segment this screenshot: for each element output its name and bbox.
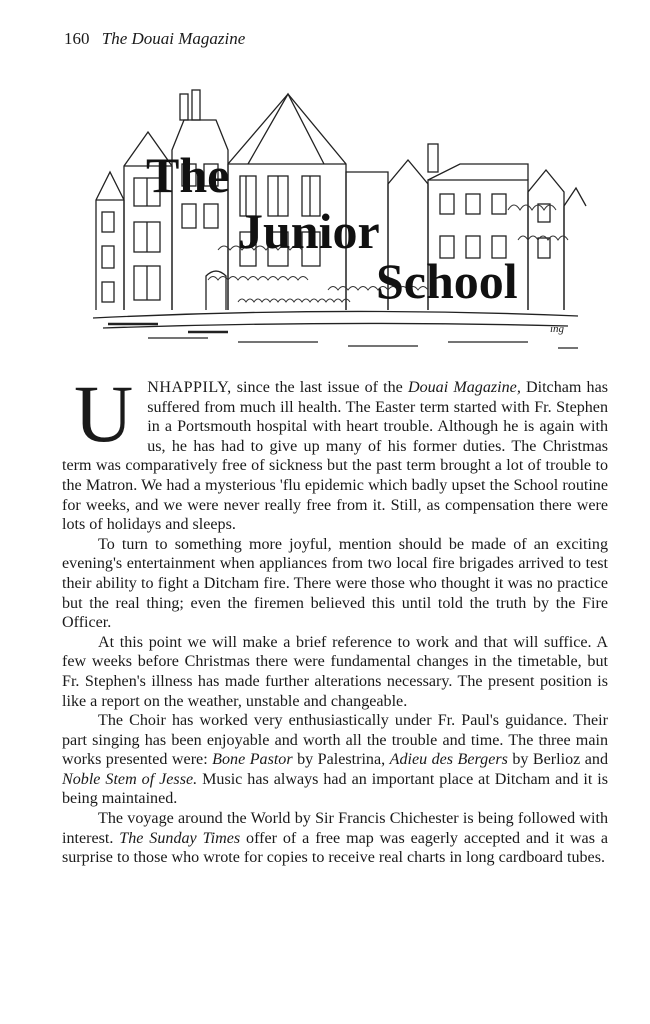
article-body — [62, 368, 609, 868]
page-header — [64, 29, 245, 49]
school-building-sketch-icon — [88, 80, 588, 362]
page-number: 160 — [64, 29, 90, 48]
text-run: since the last issue of the — [231, 379, 408, 396]
title-line-the: The — [146, 147, 230, 203]
paragraph-1 — [62, 368, 608, 535]
text-run: Ditcham has suffered from much ill health. The Easter term started with Fr. Stephen in a Portsmouth hospital with heart trouble. Although he is again with us, he has had to give up many of his former duties. The Christmas term was comparatively free of sickness but the past term brought a lot of trouble to the Matron. We had a mysterious 'flu epidemic which badly upset the School routine for weeks, and we were never really free from it. Still, as compensation there were lots of holidays and sleeps. — [62, 379, 608, 534]
title-line-junior: Junior — [238, 203, 380, 259]
magazine-title: The Douai Magazine — [101, 29, 246, 48]
title-line-school: School — [376, 253, 518, 309]
italic-run: Bone Pastor — [212, 751, 293, 769]
text-run: Music has always had an important place at Ditcham and it is being maintained. — [62, 770, 608, 808]
lead-caps: NHAPPILY, — [147, 379, 232, 396]
text-run: The Choir has worked very enthusiastically under Fr. Paul's guidance. Their part singing has been enjoyable and worth all the trouble and time. The three main works presented were: — [62, 712, 608, 769]
text-run: offer of a free map was eagerly accepted and it was a surprise to those who wrote for copies to receive real charts in long cardboard tubes. — [62, 829, 608, 867]
paragraph-3: At this point we will make a brief reference to work and that will suffice. A few weeks before Christmas there were fundamental changes in the timetable, but Fr. Stephen's illness has made further alterations necessary. The present position is like a report on the weather, unstable and changeable. — [62, 633, 608, 710]
school-illustration — [88, 80, 588, 362]
italic-run: The Sunday Times — [119, 829, 241, 847]
text-run: by Palestrina, — [292, 751, 390, 769]
paragraph-5 — [62, 809, 608, 868]
italic-run: Noble Stem of Jesse. — [62, 770, 198, 788]
paragraph-2: To turn to something more joyful, mention should be made of an exciting evening's entertainment when appliances from two local fire brigades arrived to test their ability to fight a Ditcham fire. There were those who thought it was no practice but the real thing; even the firemen believed this until told the truth by the Fire Officer. — [62, 535, 608, 632]
artist-signature: ing — [550, 323, 565, 335]
italic-run: Adieu des Bergers — [389, 751, 508, 769]
drop-cap: U — [74, 368, 134, 459]
paragraph-4 — [62, 711, 608, 809]
text-run: by Berlioz and — [507, 751, 609, 769]
italic-run: Douai Magazine, — [407, 379, 521, 396]
text-run: The voyage around the World by Sir Francis Chichester is being followed with interest. — [62, 810, 608, 847]
